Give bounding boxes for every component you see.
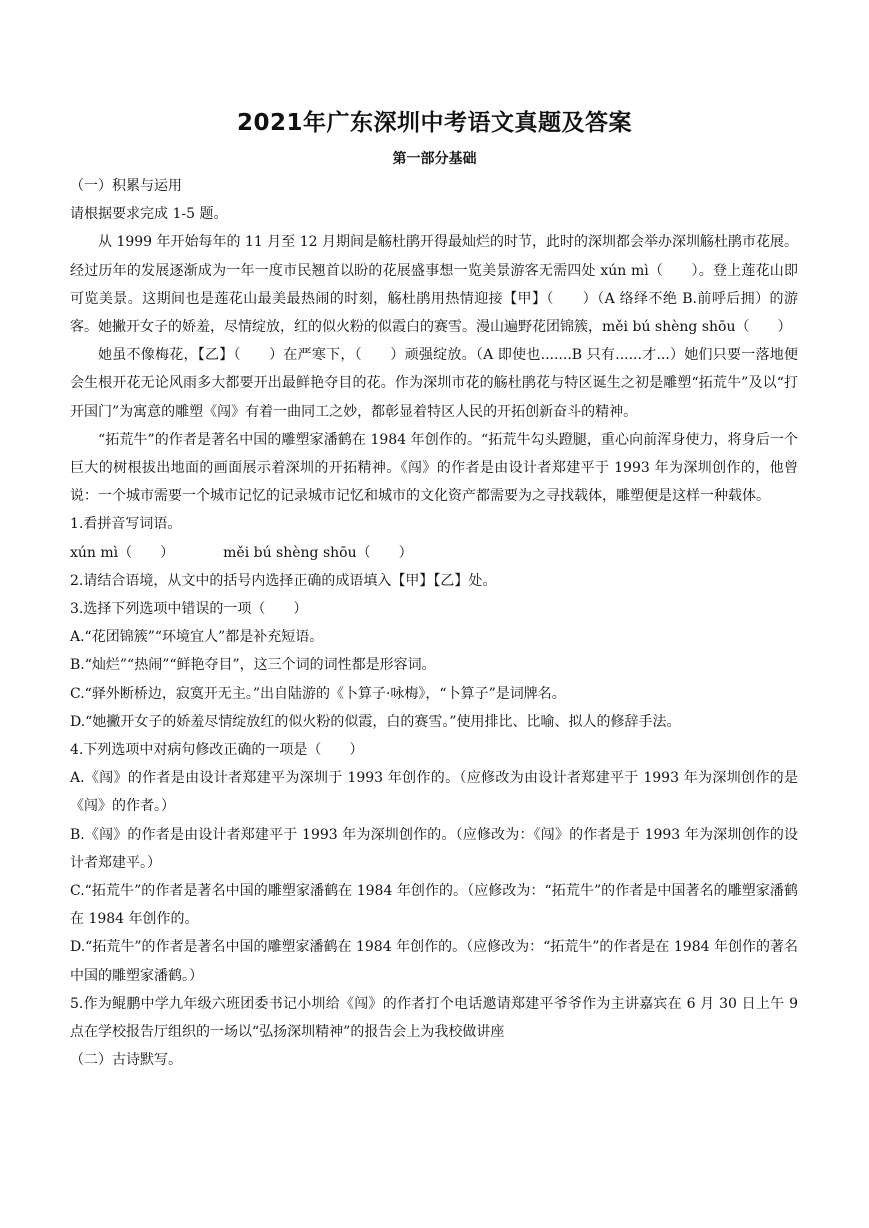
question-4-option-d: D.“拓荒牛”的作者是著名中国的雕塑家潘鹤在 1984 年创作的。（应修改为：“拓荒牛”的作者是在 1984 年创作的著名中国的雕塑家潘鹤。） [70,939,798,984]
question-3-option-b: B.“灿烂”“热闹”“鲜艳夺目”，这三个词的词性都是形容词。 [70,657,436,674]
question-1: 1.看拼音写词语。 [70,516,182,533]
question-4-option-b: B.《闯》的作者是由设计者郑建平于 1993 年为深圳创作的。（应修改为：《闯》的作者是于 1993 年为深圳创作的设计者郑建平。） [70,826,798,871]
question-5: 5.作为鲲鹏中学九年级六班团委书记小圳给《闯》的作者打个电话邀请郑建平爷爷作为主讲嘉宾在 6 月 30 日上午 9 点在学校报告厅组织的一场以“弘扬深圳精神”的报告会上为我校做讲座 [70,995,798,1041]
instruction-text: 请根据要求完成 1-5 题。 [70,206,228,223]
document-subtitle: 第一部分基础 [392,151,477,167]
question-3: 3.选择下列选项中错误的一项（ ） [70,601,308,618]
question-4-option-a: A.《闯》的作者是由设计者郑建平为深圳于 1993 年创作的。（应修改为由设计者郑建平于 1993 年为深圳创作的是《闯》的作者。） [70,770,798,815]
question-1-blanks: xún mì（ ） měi bú shèng shōu（ ） [70,544,413,561]
reading-paragraph: “拓荒牛”的作者是著名中国的雕塑家潘鹤在 1984 年创作的。“拓荒牛勾头蹬腿，重心向前浑身使力，将身后一个巨大的树根拔出地面的画面展示着深圳的开拓精神。《闯》的作者是由设计者郑建平于 1993 年为深圳创作的，他曾说：一个城市需要一个城市记忆的记录城市记忆和城市的文化资产都需要为之寻找载体，雕塑便是这样一种载体。 [70,431,798,505]
question-3-option-d: D.“她撇开女子的娇羞尽情绽放红的似火粉的似霞，白的赛雪。”使用排比、比喻、拟人的修辞手法。 [70,713,681,730]
question-4-option-c: C.“拓荒牛”的作者是著名中国的雕塑家潘鹤在 1984 年创作的。（应修改为：“拓荒牛”的作者是中国著名的雕塑家潘鹤在 1984 年创作的。 [70,883,798,928]
section-heading: （二）古诗默写。 [70,1052,182,1069]
document-body [70,172,798,1075]
question-3-option-a: A.“花团锦簇”“环境宜人”都是补充短语。 [70,629,324,646]
reading-paragraph: 她虽不像梅花，【乙】（ ）在严寒下，（ ）顽强绽放。（A 即使也.......B 只有......才...）她们只要一落地便会生根开花无论风雨多大都要开出最鲜艳夺目的花。作为深圳市花的觞杜鹃花与特区诞生之初是雕塑“拓荒牛”及以“打开国门”为寓意的雕塑《闯》有着一曲同工之妙，都彰显着特区人民的开拓创新奋斗的精神。 [70,347,798,420]
question-3-option-c: C.“驿外断桥边，寂寞开无主。”出自陆游的《卜算子·咏梅》，“卜算子”是词牌名。 [70,685,566,702]
question-4: 4.下列选项中对病句修改正确的一项是（ ） [70,742,364,759]
document-title: 2021年广东深圳中考语文真题及答案 [236,110,632,136]
reading-paragraph: 从 1999 年开始每年的 11 月至 12 月期间是觞杜鹃开得最灿烂的时节，此时的深圳都会举办深圳觞杜鹃市花展。经过历年的发展逐渐成为一年一度市民翘首以盼的花展盛事想一览美景游客无需四处 xún mì（ ）。登上莲花山即可览美景。这期间也是莲花山最美最热闹的时刻，觞杜鹃用热情迎接【甲】（ ）（A 络绎不绝 B.前呼后拥）的游客。她撇开女子的娇羞，尽情绽放，红的似火粉的似霞白的赛雪。漫山遍野花团锦簇，měi bú shèng shōu（ ） [70,234,798,336]
section-heading: （一）积累与运用 [70,178,182,194]
question-2: 2.请结合语境，从文中的括号内选择正确的成语填入【甲】【乙】处。 [70,572,497,589]
